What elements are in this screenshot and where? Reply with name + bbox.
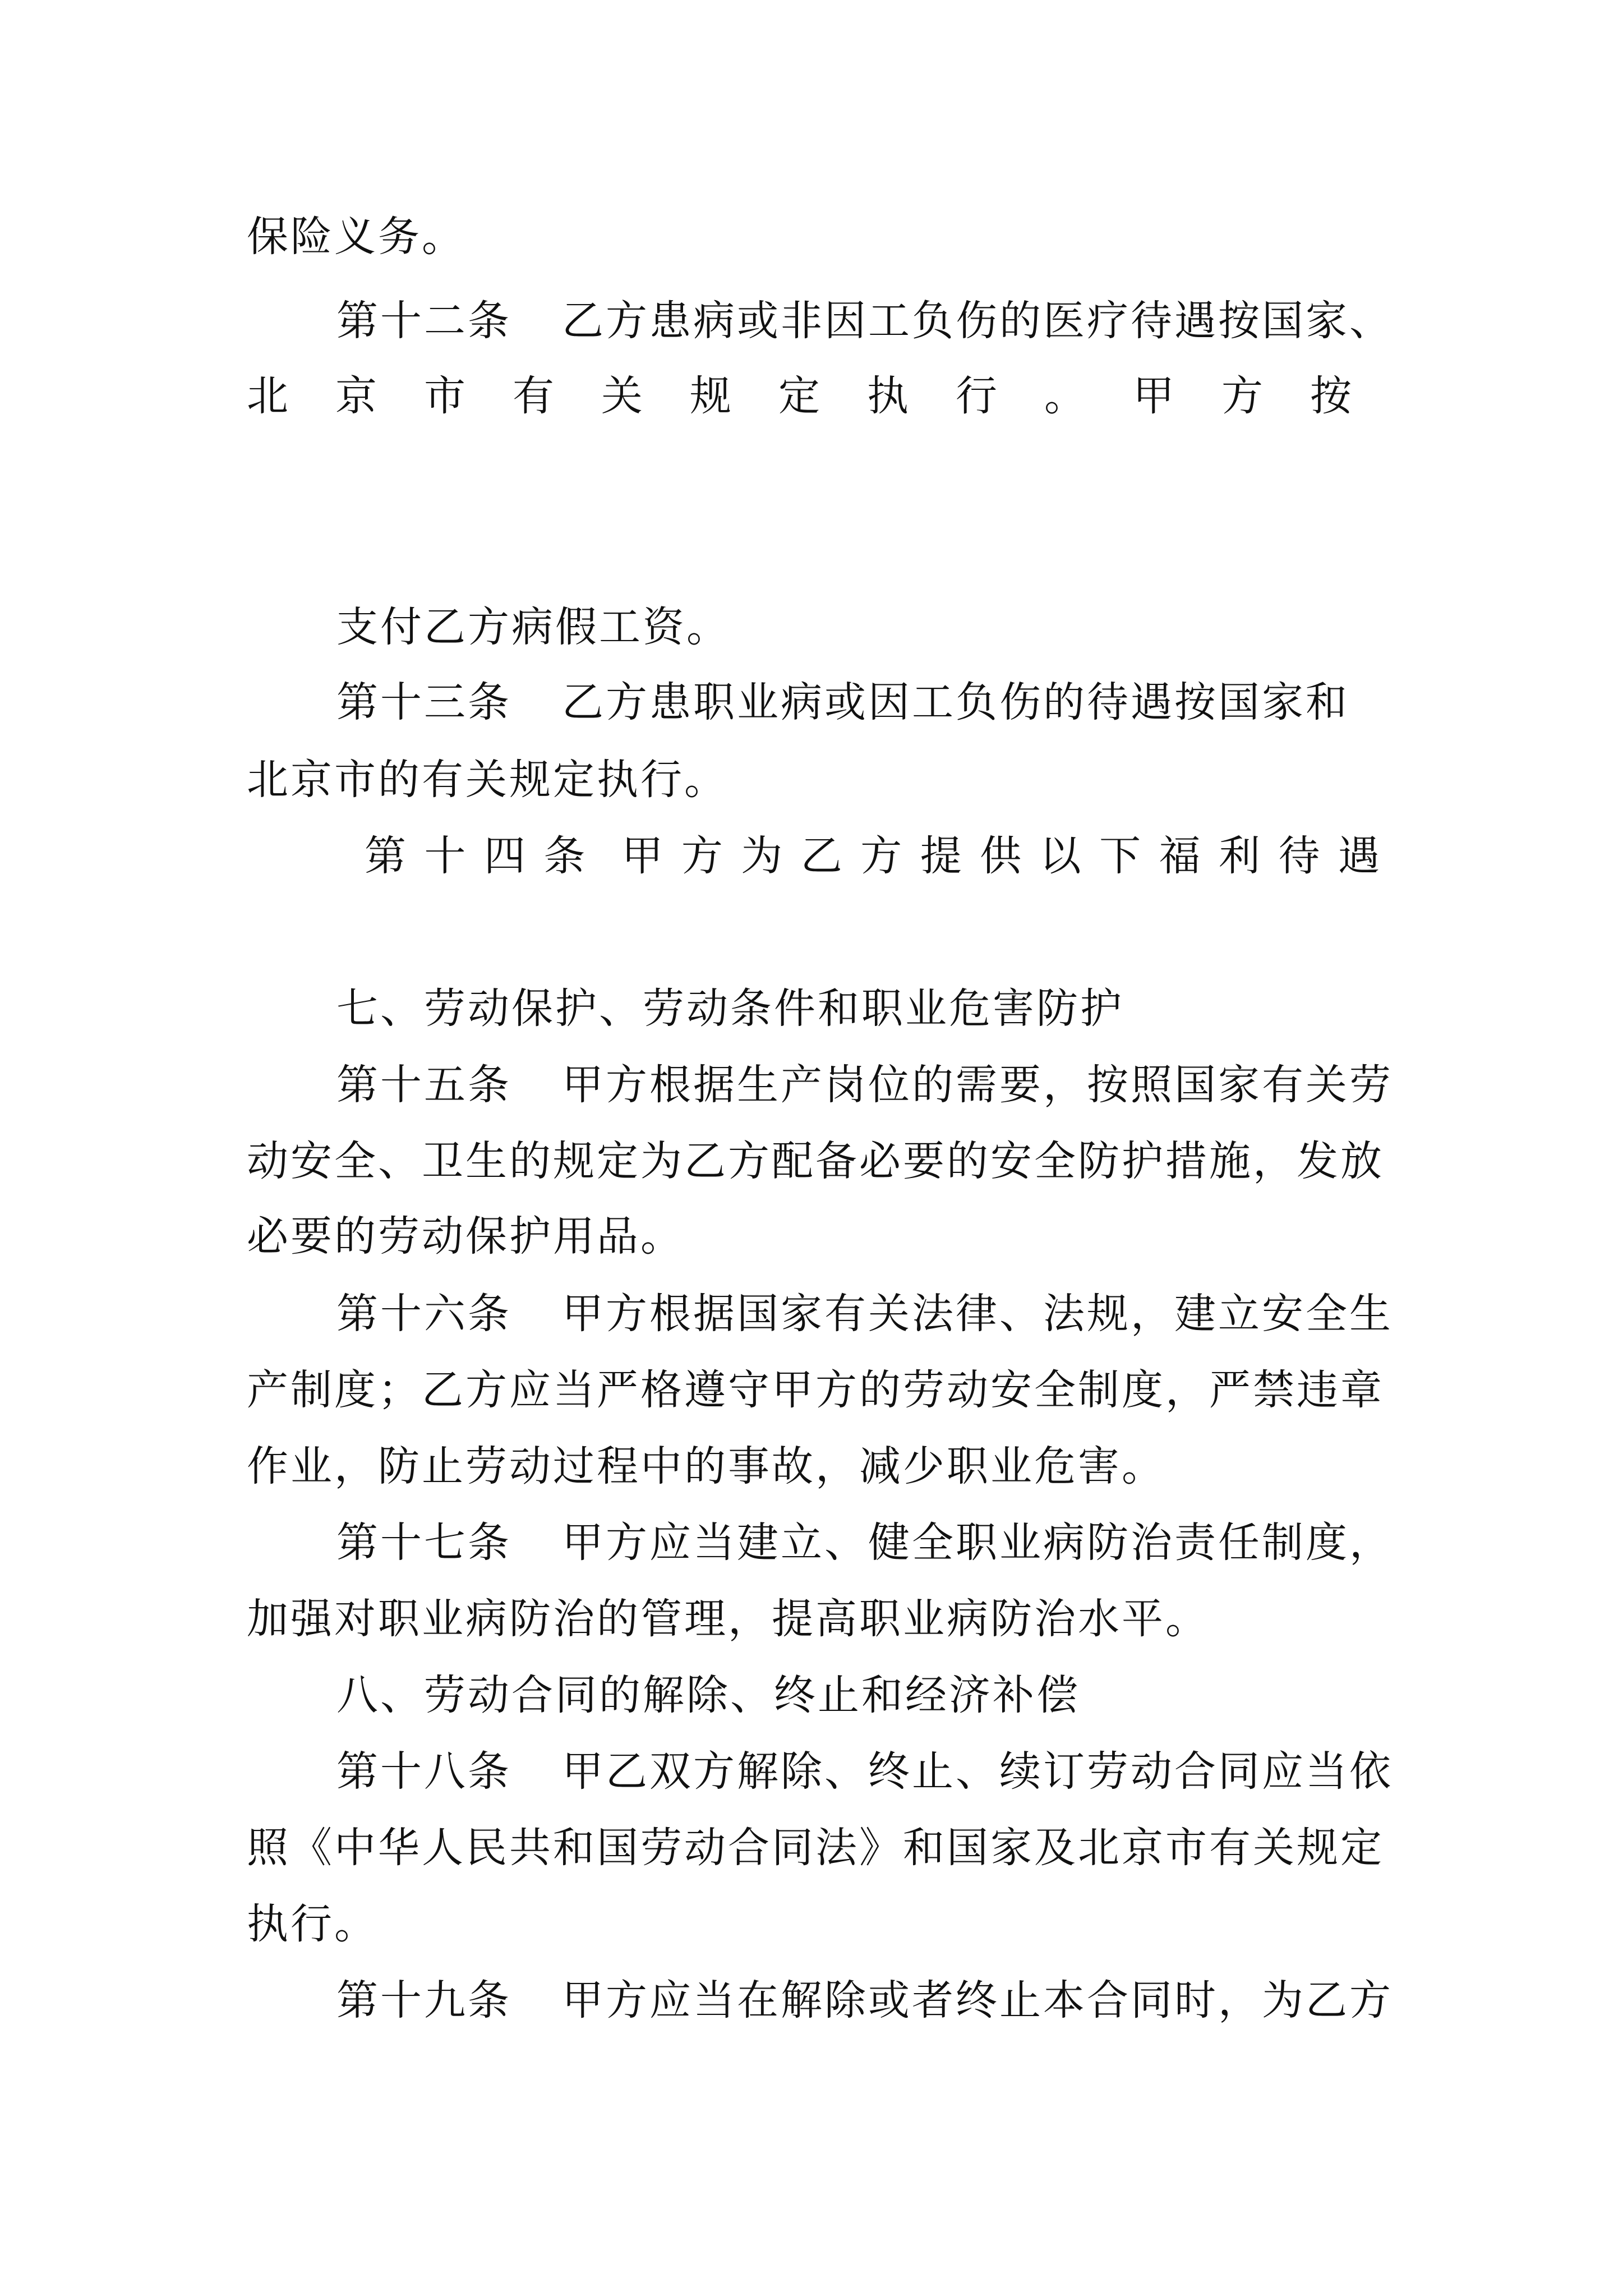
line-text: 作业，防止劳动过程中的事故，减少职业危害。 [247, 1442, 1165, 1490]
line-text: 甲乙双方解除、终止、续订劳动合同应当依 [562, 1747, 1393, 1796]
spaced-char: 按 [1310, 372, 1352, 420]
spaced-char: 有 [513, 372, 554, 420]
spaced-char: 提 [920, 832, 962, 880]
spaced-char: 乙 [800, 832, 842, 880]
text-line [247, 752, 1385, 808]
spaced-text-line [365, 828, 1380, 884]
article-number: 第十六条 [336, 1290, 511, 1338]
line-text: 执行。 [247, 1900, 378, 1948]
spaced-char: 为 [741, 832, 783, 880]
article-paragraph [336, 1286, 1393, 1342]
spaced-char: 方 [681, 832, 723, 880]
article-number: 第十三条 [336, 678, 511, 726]
spaced-char: 利 [1219, 832, 1261, 880]
spaced-char: 。 [1044, 372, 1086, 420]
spaced-char: 以 [1039, 832, 1081, 880]
spaced-char: 第 [365, 832, 406, 880]
section-heading [336, 981, 1385, 1037]
spaced-char: 北 [247, 372, 288, 420]
line-text: 照《中华人民共和国劳动合同法》和国家及北京市有关规定 [247, 1824, 1384, 1872]
line-text: 支付乙方病假工资。 [336, 603, 730, 651]
spaced-char: 市 [424, 372, 465, 420]
line-text: 甲方应当在解除或者终止本合同时，为乙方 [562, 1976, 1393, 2024]
line-text: 乙方患病或非因工负伤的医疗待遇按国家、 [562, 297, 1393, 345]
spaced-char: 条 [543, 832, 585, 880]
text-line [247, 1362, 1385, 1418]
spaced-char: 规 [690, 372, 731, 420]
article-paragraph [336, 1515, 1393, 1571]
article-number: 第十九条 [336, 1976, 511, 2024]
text-line [247, 1208, 1385, 1264]
text-line [247, 1438, 1385, 1494]
text-line [247, 1133, 1385, 1189]
line-text: 乙方患职业病或因工负伤的待遇按国家和 [562, 678, 1349, 726]
spaced-char: 甲 [1133, 372, 1174, 420]
text-line [336, 599, 1385, 655]
spaced-char: 关 [601, 372, 643, 420]
spaced-char: 京 [335, 372, 377, 420]
spaced-char: 供 [980, 832, 1022, 880]
spaced-char: 十 [424, 832, 466, 880]
text-line [247, 1591, 1385, 1647]
spaced-char: 行 [956, 372, 997, 420]
spaced-char: 下 [1099, 832, 1141, 880]
article-paragraph [336, 674, 1385, 730]
line-text: 加强对职业病防治的管理，提高职业病防治水平。 [247, 1595, 1209, 1643]
spaced-text-line [247, 368, 1352, 424]
line-text: 甲方应当建立、健全职业病防治责任制度， [562, 1519, 1393, 1567]
line-text: 动安全、卫生的规定为乙方配备必要的安全防护措施，发放 [247, 1137, 1384, 1185]
line-text: 北京市的有关规定执行。 [247, 756, 728, 804]
article-number: 第十二条 [336, 297, 511, 345]
line-text: 必要的劳动保护用品。 [247, 1212, 684, 1260]
article-paragraph [336, 293, 1393, 349]
spaced-char: 定 [778, 372, 820, 420]
spaced-char: 执 [867, 372, 909, 420]
line-text: 甲方根据生产岗位的需要，按照国家有关劳 [562, 1061, 1393, 1109]
article-number: 第十八条 [336, 1747, 511, 1796]
article-number: 第十五条 [336, 1061, 511, 1109]
text-line [247, 1896, 1385, 1952]
section-heading [336, 1667, 1385, 1723]
spaced-char: 待 [1278, 832, 1320, 880]
article-number: 第十七条 [336, 1519, 511, 1567]
spaced-char: 遇 [1338, 832, 1380, 880]
spaced-char: 方 [860, 832, 902, 880]
section-heading-text: 七、劳动保护、劳动条件和职业危害防护 [336, 984, 1124, 1033]
line-text: 产制度；乙方应当严格遵守甲方的劳动安全制度，严禁违章 [247, 1366, 1384, 1414]
article-paragraph [336, 1743, 1393, 1800]
text-line [247, 209, 1385, 265]
section-heading-text: 八、劳动合同的解除、终止和经济补偿 [336, 1671, 1080, 1719]
spaced-char: 方 [1221, 372, 1263, 420]
text-line [247, 1820, 1385, 1876]
spaced-char: 甲 [621, 832, 663, 880]
line-text: 甲方根据国家有关法律、法规，建立安全生 [562, 1290, 1393, 1338]
spaced-char: 四 [483, 832, 525, 880]
line-text: 保险义务。 [247, 213, 465, 261]
article-paragraph [336, 1057, 1393, 1113]
spaced-char: 福 [1159, 832, 1201, 880]
article-paragraph [336, 1972, 1393, 2028]
